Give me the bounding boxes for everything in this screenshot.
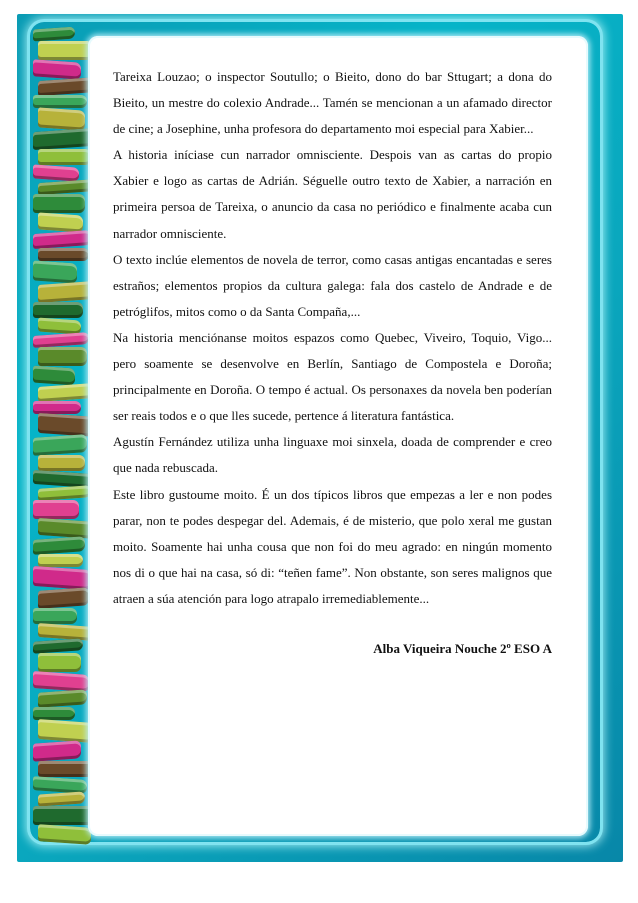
- book-spine: [38, 623, 95, 641]
- book-spine: [38, 107, 85, 130]
- book-spine: [38, 587, 89, 609]
- paragraph-characters: Tareixa Louzao; o inspector Soutullo; o Bieito, dono do bar Sttugart; a dona do Bieito, un mestre do colexio Andrade... Tamén se mencionan a un afamado director de cine; a Josephine, unha profesora do departamento moi especial para Xabier...: [113, 69, 552, 137]
- book-spine: [33, 332, 89, 348]
- book-spine: [33, 608, 77, 624]
- paragraph-settings: Na historia menciónanse moitos espazos como Quebec, Viveiro, Toquio, Vigo... pero soamente se desenvolve en Berlín, Santiago de Compostela e Doroña; principalmente en Doroña. O tempo é actual. Os personaxes da novela ben poderían ser reais todos e o que lles sucede, pertence á literatura fantástica.: [113, 329, 552, 424]
- book-spine: [38, 455, 85, 471]
- book-spine: [33, 27, 75, 42]
- book-spine: [33, 366, 75, 386]
- book-spine: [38, 689, 87, 707]
- book-spine: [38, 248, 89, 261]
- book-spine: [38, 281, 95, 303]
- book-spine: [33, 806, 93, 825]
- book-spine: [33, 566, 91, 590]
- book-spine: [33, 500, 79, 519]
- paragraph-language: Agustín Fernández utiliza unha linguaxe moi sinxela, doada de comprender e creo que nada rebuscada.: [113, 434, 552, 476]
- book-spine: [38, 149, 91, 165]
- book-spine: [33, 740, 81, 761]
- document-body: [113, 64, 552, 662]
- paragraph-elements: O texto inclúe elementos de novela de terror, como casas antigas encantadas e seres estraños; elementos propios da cultura galega: fala dos castelo de Andrade e de petróglifos, mitos como o da Santa Compaña,...: [113, 251, 552, 319]
- book-spine: [33, 302, 83, 318]
- book-spine: [38, 719, 93, 743]
- book-spine: [38, 791, 85, 806]
- book-spine: [38, 554, 83, 567]
- book-spine: [38, 347, 87, 366]
- book-spine: [33, 230, 91, 249]
- book-spine: [38, 212, 83, 232]
- book-spine: [38, 317, 81, 334]
- book-spine: [33, 59, 81, 79]
- paragraph-structure: A historia iníciase cun narrador omnisciente. Despois van as cartas do propio Xabier e logo as cartas de Adrián. Séguelle outro texto de Xabier, a narración en primeira persoa de Tareixa, o anuncio da casa no periódico e finalmente acaba cun narrador omnisciente.: [113, 147, 552, 241]
- book-spine: [33, 260, 77, 283]
- book-spine: [38, 824, 91, 845]
- book-spine: [33, 536, 85, 555]
- book-spine: [33, 434, 87, 456]
- book-spine: [38, 383, 93, 402]
- book-spine: [38, 485, 91, 501]
- book-spine: [33, 95, 87, 108]
- book-spine: [33, 638, 83, 653]
- book-stack-decoration: [33, 28, 95, 848]
- author-signature: Alba Viqueira Nouche 2º ESO A: [373, 640, 552, 656]
- book-spine: [38, 41, 93, 60]
- book-spine: [33, 194, 85, 213]
- book-spine: [33, 164, 79, 181]
- book-spine: [38, 653, 81, 672]
- paragraph-opinion: Este libro gustoume moito. É un dos típicos libros que empezas a ler e non podes parar, non te podes despegar del. Ademais, é de misterio, que polo xeral me gustan moito. Soamente hai unha cousa que non foi do meu agrado: en ningún momento nos di o que hai na casa, só di: “teñen fame”. Non obstante, son seres malignos que atraen a súa atención para logo atrapalo irremediablemente...: [113, 486, 552, 606]
- book-spine: [33, 707, 75, 720]
- book-spine: [33, 128, 93, 150]
